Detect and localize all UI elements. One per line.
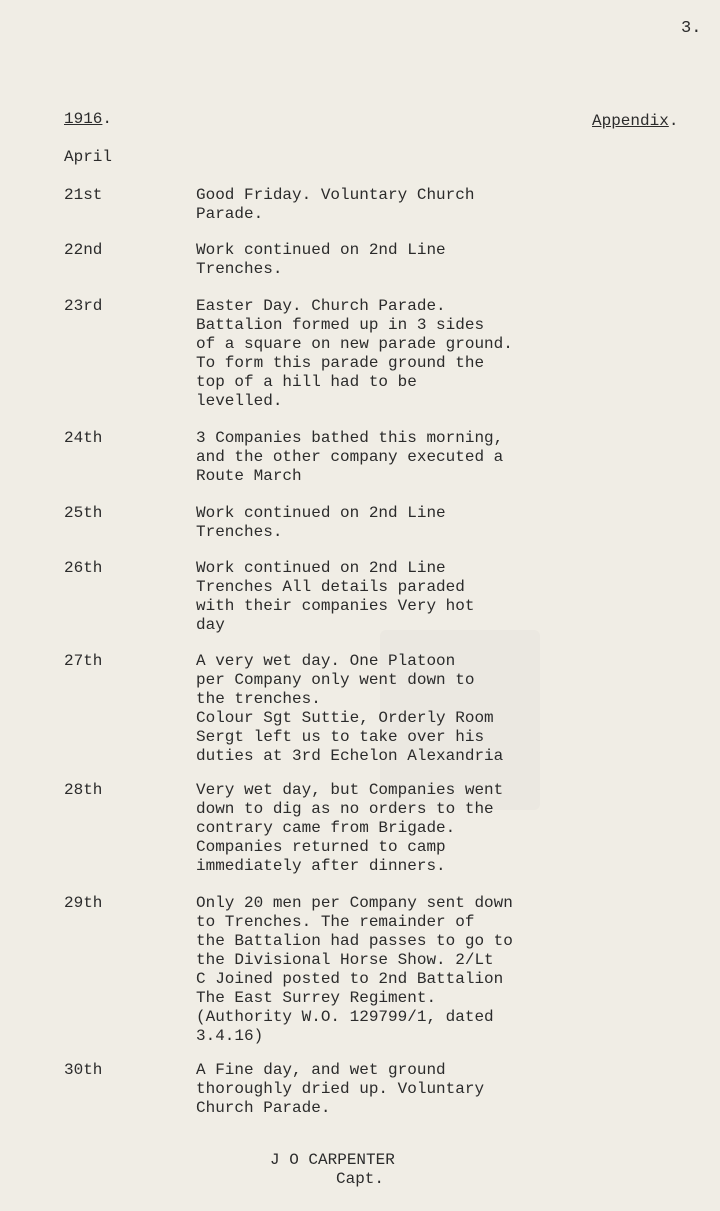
month-label: April — [64, 148, 113, 166]
signature-name: J O CARPENTER — [270, 1151, 395, 1169]
entry-date: 30th — [64, 1061, 103, 1079]
entry-text: Only 20 men per Company sent down to Trenches. The remainder of the Battalion had passes to go to the Divisional Horse Show. 2/Lt C Joined posted to 2nd Battalion The East Surrey Regiment. (Authority W.O. 129799/1, dated 3.4.16) — [196, 894, 513, 1045]
entry-text: Good Friday. Voluntary Church Parade. — [196, 186, 475, 223]
appendix-suffix: . — [668, 112, 679, 130]
entry-text: A Fine day, and wet ground thoroughly dried up. Voluntary Church Parade. — [196, 1061, 485, 1117]
signature-rank: Capt. — [336, 1170, 385, 1188]
entry-date: 27th — [64, 652, 103, 670]
entry-text: Work continued on 2nd Line Trenches. — [196, 504, 446, 541]
entry-date: 24th — [64, 429, 103, 447]
appendix-label: Appendix — [592, 112, 669, 130]
entry-date: 29th — [64, 894, 103, 912]
entry-text: 3 Companies bathed this morning, and the other company executed a Route March — [196, 429, 504, 485]
entry-text: A very wet day. One Platoon per Company only went down to the trenches. Colour Sgt Suttie, Orderly Room Sergt left us to take over his duties at 3rd Echelon Alexandria — [196, 652, 504, 765]
entry-date: 25th — [64, 504, 103, 522]
entry-text: Easter Day. Church Parade. Battalion formed up in 3 sides of a square on new parade ground. To form this parade ground the top of a hill had to be levelled. — [196, 297, 513, 410]
entry-text: Work continued on 2nd Line Trenches. — [196, 241, 446, 278]
entry-date: 28th — [64, 781, 103, 799]
entry-date: 21st — [64, 186, 103, 204]
entry-date: 26th — [64, 559, 103, 577]
page-number: 3. — [681, 19, 702, 38]
entry-date: 23rd — [64, 297, 103, 315]
year-suffix: . — [102, 110, 113, 128]
appendix-heading — [592, 112, 678, 130]
entry-text: Work continued on 2nd Line Trenches All details paraded with their companies Very hot day — [196, 559, 475, 634]
year-heading — [64, 110, 112, 128]
entry-text: Very wet day, but Companies went down to dig as no orders to the contrary came from Brigade. Companies returned to camp immediately after dinners. — [196, 781, 504, 875]
entry-date: 22nd — [64, 241, 103, 259]
year-value: 1916 — [64, 110, 103, 128]
